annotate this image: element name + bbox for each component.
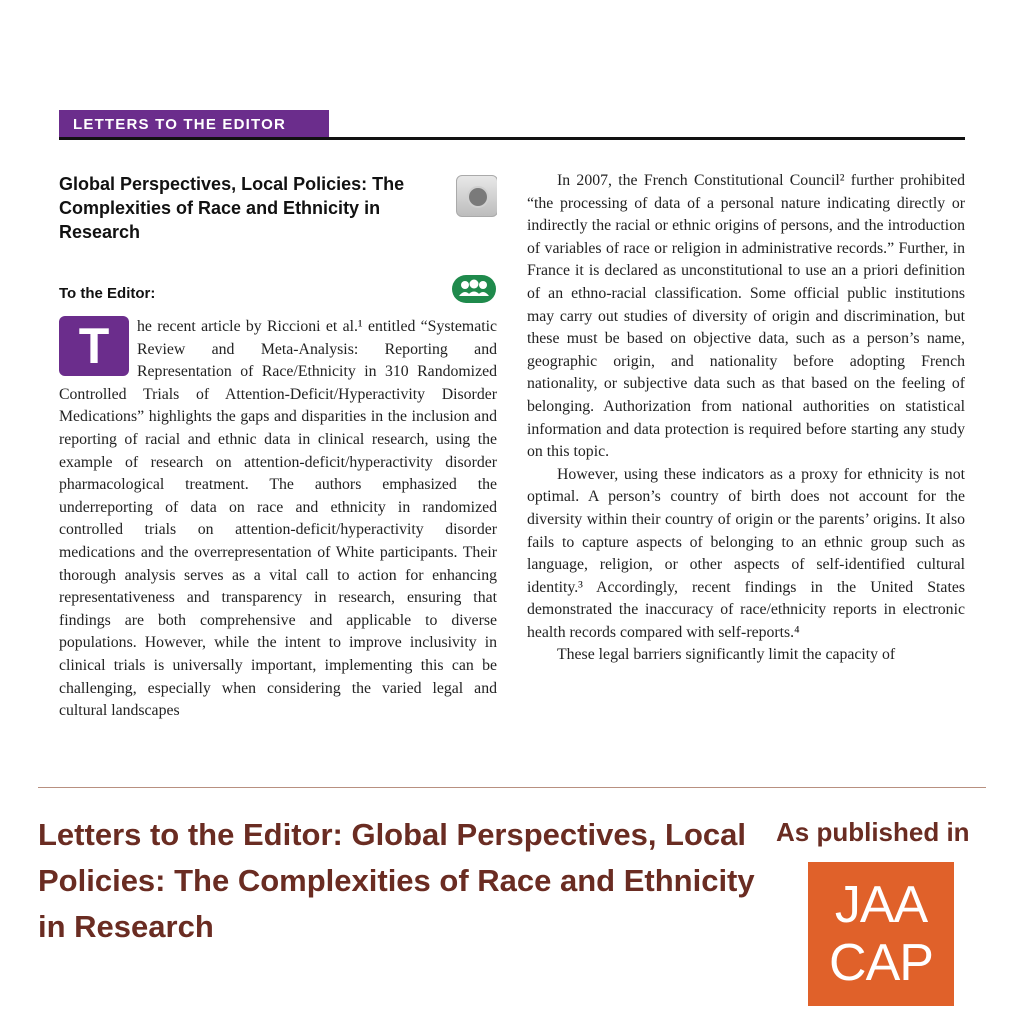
caption-title: Letters to the Editor: Global Perspectives, Local Policies: The Complexities of Race and Ethnicity in Research [38,817,755,944]
group-icon [451,274,497,304]
article-title: Global Perspectives, Local Policies: The Complexities of Race and Ethnicity in Research [59,174,405,242]
salutation: To the Editor: [59,285,156,302]
jaacap-logo [808,862,954,1006]
right-paragraph-3: These legal barriers significantly limit the capacity of [557,646,896,664]
crossmark-icon[interactable] [456,175,497,217]
section-rule [59,137,965,140]
logo-line-2: CAP [829,934,933,992]
right-paragraph-2: However, using these indicators as a proxy for ethnicity is not optimal. A person’s country of birth does not account for the diversity within their country of origin or the parents’ origins. It also fails to capture aspects of belonging to an ethnic group such as language, religion, or other aspects of self-identified cultural identity.³ Accordingly, recent findings in the United States demonstrated the inaccuracy of race/ethnicity reports in electronic health records compared with self-reports.⁴ [527,465,965,641]
logo-line-1: JAA [834,876,928,934]
right-column [527,170,965,732]
section-header [59,110,965,140]
right-paragraph-1: In 2007, the French Constitutional Council² further prohibited “the processing of data of a personal nature indicating directly or indirectly the racial or ethnic origins of persons, and the introduction of variables of race or religion in administrative records.” Further, in France it is declared as unconstitutional to use an a priori definition of an ethno-racial classification. Some official public institutions may carry out studies of diversity of origin and discrimination, but these must be based on objective data, such as a person’s name, geographic origin, and nationality before adopting French nationality, or subjective data such as that based on the feeling of belonging. Authorization from national authorities on statistical information and data protection is required before starting any study on this topic. [527,172,965,461]
left-body-text: he recent article by Riccioni et al.¹ entitled “Systematic Review and Meta-Analysis: Reporting and Representation of Race/Ethnicity in 310 Randomized Controlled Trials of Attention-Deficit/Hyperactivity Disorder Medications” highlights the gaps and disparities in the inclusion and reporting of racial and ethnic data in clinical research, using the example of research on attention-deficit/hyperactivity disorder pharmacological treatment. The authors emphasized the underreporting of data on race and ethnicity in randomized controlled trials on attention-deficit/hyperactivity disorder medications and the overrepresentation of White participants. Their thorough analysis serves as a vital call to action for enhancing representativeness and transparency in research, ensuring that findings are both comprehensive and applicable to diverse populations. However, while the intent to improve inclusivity in clinical trials is universally important, implementing this can be challenging, especially when considering the varied legal and cultural landscapes [59,318,497,720]
article-body-left [59,316,497,723]
left-column [59,170,497,732]
section-label: LETTERS TO THE EDITOR [59,110,329,138]
divider [38,787,986,788]
published-label: As published in [776,817,970,847]
dropcap: T [59,316,129,376]
